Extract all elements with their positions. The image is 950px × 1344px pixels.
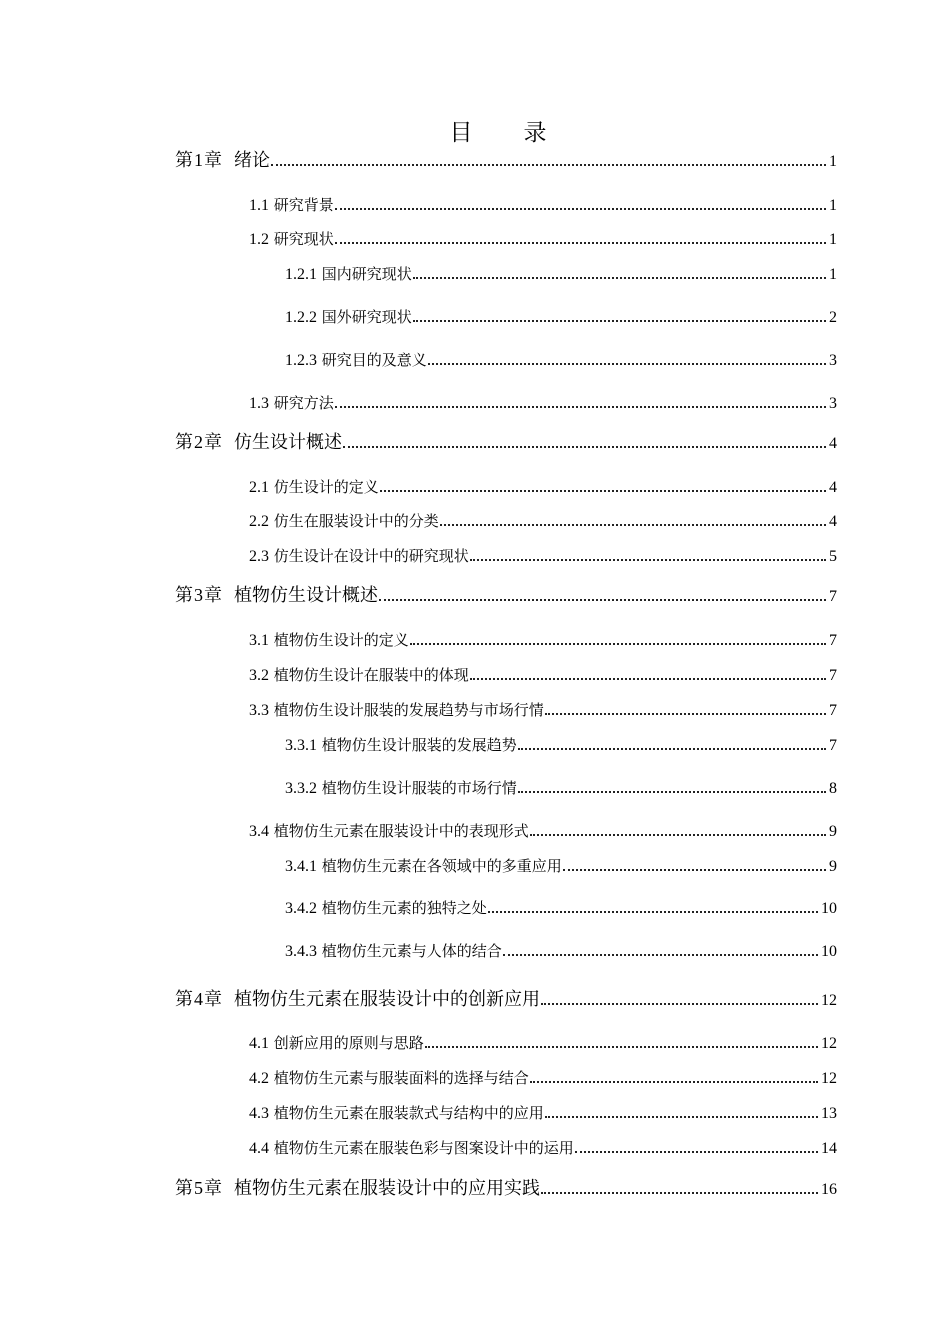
toc-subsection-entry[interactable] [285,897,837,918]
dot-leader [518,747,826,750]
page-number: 14 [821,1140,837,1157]
section-title: 植物仿生元素在服装款式与结构中的应用 [273,1104,544,1122]
section-title: 植物仿生元素与服装面料的选择与结合 [273,1069,529,1087]
toc-chapter-entry[interactable] [175,581,837,607]
chapter-title: 植物仿生元素在服装设计中的创新应用 [234,989,540,1010]
toc-section-entry[interactable] [249,476,837,497]
subsection-title: 植物仿生设计服装的发展趋势 [321,736,517,754]
dot-leader [410,642,826,645]
page-number: 1 [829,153,837,170]
section-number: 3.2 [249,667,269,684]
subsection-number: 3.3.1 [285,737,317,754]
chapter-number: 2 [194,432,203,452]
section-number: 4.4 [249,1140,269,1157]
subsection-title: 国内研究现状 [321,265,412,283]
section-title: 植物仿生设计在服装中的体现 [273,666,469,684]
chapter-title: 仿生设计概述 [234,432,342,453]
dot-leader [335,241,826,244]
page-number: 1 [829,266,837,283]
section-number: 4.2 [249,1070,269,1087]
page-number: 2 [829,309,837,326]
chapter-number: 1 [194,150,203,170]
dot-leader [530,833,826,836]
chapter-title: 植物仿生元素在服装设计中的应用实践 [234,1178,540,1199]
page-number: 1 [829,197,837,214]
page-number: 13 [821,1105,837,1122]
dot-leader [470,558,826,561]
section-number: 4.1 [249,1035,269,1052]
page-number: 9 [829,823,837,840]
section-number: 1.1 [249,197,269,214]
dot-leader [379,598,826,601]
dot-leader [335,405,826,408]
toc-section-entry[interactable] [249,194,837,215]
toc-chapter-entry[interactable] [175,146,837,172]
toc-chapter-entry[interactable] [175,1174,837,1200]
toc-title: 目 录 [449,120,561,146]
dot-leader [541,1002,818,1005]
page-number: 3 [829,395,837,412]
page-number: 3 [829,352,837,369]
section-title: 仿生在服装设计中的分类 [273,512,439,530]
chapter-prefix: 第 [175,150,193,171]
page-number: 7 [829,632,837,649]
subsection-number: 3.4.1 [285,858,317,875]
chapter-title: 绪论 [234,150,270,171]
toc-section-entry[interactable] [249,1067,837,1088]
subsection-number: 1.2.2 [285,309,317,326]
chapter-unit: 章 [204,585,222,606]
toc-subsection-entry[interactable] [285,940,837,961]
subsection-title: 植物仿生元素的独特之处 [321,899,487,917]
toc-section-entry[interactable] [249,510,837,531]
section-number: 1.3 [249,395,269,412]
subsection-title: 植物仿生元素在各领域中的多重应用 [321,857,562,875]
toc-chapter-entry[interactable] [175,428,837,454]
dot-leader [518,790,826,793]
page-number: 4 [829,479,837,496]
page-number: 12 [821,1070,837,1087]
dot-leader [545,1115,818,1118]
chapter-number: 5 [194,1178,203,1198]
toc-section-entry[interactable] [249,228,837,249]
dot-leader [343,445,826,448]
dot-leader [545,712,826,715]
section-title: 仿生设计的定义 [273,478,379,496]
toc-section-entry[interactable] [249,1102,837,1123]
page-number: 7 [829,588,837,605]
section-number: 1.2 [249,231,269,248]
page-number: 9 [829,858,837,875]
dot-leader [503,953,818,956]
subsection-title: 国外研究现状 [321,308,412,326]
toc-section-entry[interactable] [249,1032,837,1053]
page-number: 4 [829,513,837,530]
page-number: 8 [829,780,837,797]
toc-section-entry[interactable] [249,820,837,841]
section-title: 研究现状 [273,230,334,248]
page-number: 12 [821,1035,837,1052]
dot-leader [425,1045,818,1048]
dot-leader [335,207,826,210]
section-number: 3.4 [249,823,269,840]
section-title: 研究背景 [273,196,334,214]
section-number: 2.3 [249,548,269,565]
section-title: 植物仿生元素在服装色彩与图案设计中的运用 [273,1139,574,1157]
dot-leader [413,276,826,279]
subsection-number: 1.2.3 [285,352,317,369]
toc-subsection-entry[interactable] [285,777,837,798]
toc-subsection-entry[interactable] [285,855,837,876]
section-title: 植物仿生设计的定义 [273,631,409,649]
page-number: 12 [821,992,837,1009]
subsection-title: 植物仿生设计服装的市场行情 [321,779,517,797]
chapter-unit: 章 [204,150,222,171]
dot-leader [575,1150,818,1153]
dot-leader [530,1080,818,1083]
chapter-prefix: 第 [175,1178,193,1199]
dot-leader [541,1191,818,1194]
toc-section-entry[interactable] [249,1137,837,1158]
page-number: 7 [829,667,837,684]
section-title: 仿生设计在设计中的研究现状 [273,547,469,565]
subsection-number: 1.2.1 [285,266,317,283]
page-number: 5 [829,548,837,565]
toc-section-entry[interactable] [249,629,837,650]
subsection-title: 植物仿生元素与人体的结合 [321,942,502,960]
section-title: 植物仿生设计服装的发展趋势与市场行情 [273,701,544,719]
page-number: 10 [821,943,837,960]
toc-chapter-entry[interactable] [175,985,837,1011]
section-number: 3.3 [249,702,269,719]
dot-leader [428,362,826,365]
chapter-number: 3 [194,585,203,605]
section-title: 创新应用的原则与思路 [273,1034,424,1052]
toc-section-entry[interactable] [249,392,837,413]
dot-leader [440,523,826,526]
dot-leader [271,163,826,166]
section-number: 2.2 [249,513,269,530]
chapter-prefix: 第 [175,432,193,453]
chapter-number: 4 [194,989,203,1009]
chapter-unit: 章 [204,1178,222,1199]
toc-subsection-entry[interactable] [285,263,837,284]
subsection-number: 3.4.3 [285,943,317,960]
chapter-unit: 章 [204,989,222,1010]
section-number: 3.1 [249,632,269,649]
dot-leader [380,489,826,492]
page-number: 16 [821,1181,837,1198]
section-title: 植物仿生元素在服装设计中的表现形式 [273,822,529,840]
page-number: 7 [829,702,837,719]
subsection-title: 研究目的及意义 [321,351,427,369]
page-number: 10 [821,900,837,917]
dot-leader [470,677,826,680]
chapter-prefix: 第 [175,989,193,1010]
page-number: 7 [829,737,837,754]
dot-leader [563,868,826,871]
subsection-number: 3.3.2 [285,780,317,797]
page-number: 1 [829,231,837,248]
dot-leader [488,910,818,913]
dot-leader [413,319,826,322]
page-number: 4 [829,435,837,452]
toc-subsection-entry[interactable] [285,306,837,327]
section-title: 研究方法 [273,394,334,412]
chapter-title: 植物仿生设计概述 [234,585,378,606]
chapter-prefix: 第 [175,585,193,606]
toc-subsection-entry[interactable] [285,349,837,370]
toc-subsection-entry[interactable] [285,734,837,755]
toc-section-entry[interactable] [249,545,837,566]
chapter-unit: 章 [204,432,222,453]
toc-section-entry[interactable] [249,664,837,685]
toc-section-entry[interactable] [249,699,837,720]
subsection-number: 3.4.2 [285,900,317,917]
section-number: 2.1 [249,479,269,496]
section-number: 4.3 [249,1105,269,1122]
